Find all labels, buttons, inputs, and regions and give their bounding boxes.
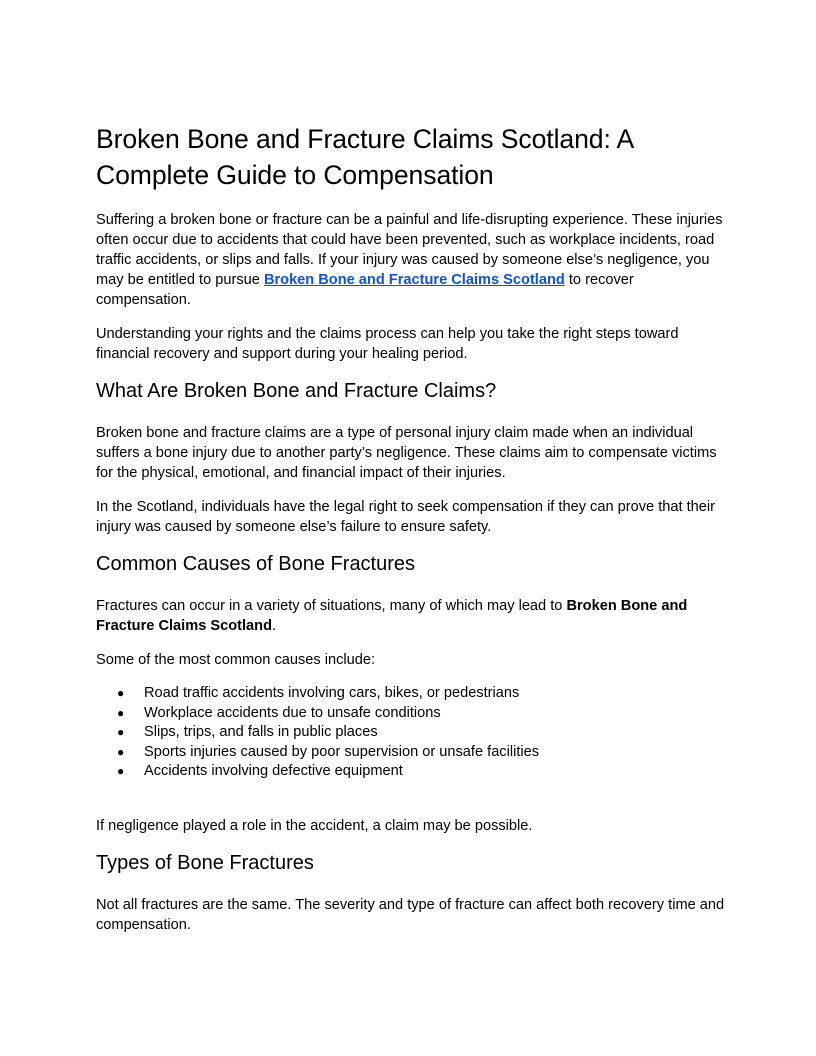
section1-paragraph-2: In the Scotland, individuals have the legal right to seek compensation if they can prove that their injury was caused by someone else’s failure to ensure safety. [96, 499, 715, 535]
bullet-icon: ● [117, 725, 125, 740]
list-item-text: Workplace accidents due to unsafe conditions [144, 704, 441, 721]
bullet-icon: ● [117, 705, 125, 720]
document-page [96, 122, 726, 949]
intro-text-before-link: Suffering a broken bone or fracture can be a painful and life-disrupting experience. These injuries often occur due to accidents that could have been prevented, such as workplace incidents, road traffic accidents, or slips and falls. If your injury was caused by someone else’s negligence, you may be entitled to pursue [96, 212, 723, 288]
claims-scotland-link[interactable]: Broken Bone and Fracture Claims Scotland [263, 272, 565, 288]
section-heading-types-of-fractures: Types of Bone Fractures [96, 851, 314, 874]
section-heading-common-causes: Common Causes of Bone Fractures [96, 553, 416, 575]
bullet-icon: ● [117, 686, 125, 700]
section-heading-what-are-claims: What Are Broken Bone and Fracture Claims? [96, 380, 497, 402]
intro-text-after-link: to recover compensation. [96, 272, 634, 308]
bullet-icon: ● [117, 744, 125, 759]
list-item [96, 762, 726, 782]
section2-text-after-bold: . [272, 618, 277, 634]
section2-paragraph-1 [96, 596, 726, 636]
section1-paragraph-1: Broken bone and fracture claims are a type of personal injury claim made when an individual suffers a bone injury due to another party’s negligence. These claims aim to compensate victims for the physical, emotional, and financial impact of their injuries. [96, 425, 717, 481]
list-item [96, 723, 726, 743]
section2-text-before-bold: Fractures can occur in a variety of situations, many of which may lead to [96, 598, 567, 614]
list-item [96, 743, 726, 763]
section2-bold-phrase: Broken Bone and Fracture Claims Scotland [96, 598, 688, 634]
bullet-icon: ● [117, 764, 125, 779]
list-item-text: Road traffic accidents involving cars, bikes, or pedestrians [144, 685, 520, 701]
list-item [96, 684, 726, 704]
intro-paragraph-2: Understanding your rights and the claims process can help you take the right steps toward financial recovery and support during your healing period. [96, 326, 679, 362]
list-item-text: Slips, trips, and falls in public places [144, 724, 378, 741]
section2-paragraph-2: Some of the most common causes include: [96, 652, 376, 668]
page-title: Broken Bone and Fracture Claims Scotland: A Complete Guide to Compensation [96, 124, 633, 190]
section2-paragraph-3: If negligence played a role in the accident, a claim may be possible. [96, 817, 533, 834]
list-item [96, 704, 726, 724]
list-item-text: Sports injuries caused by poor supervision or unsafe facilities [144, 743, 540, 760]
intro-paragraph [96, 210, 726, 310]
list-item-text: Accidents involving defective equipment [144, 763, 403, 780]
section3-paragraph-1: Not all fractures are the same. The severity and type of fracture can affect both recovery time and compensation. [96, 896, 725, 933]
causes-list [96, 684, 726, 782]
